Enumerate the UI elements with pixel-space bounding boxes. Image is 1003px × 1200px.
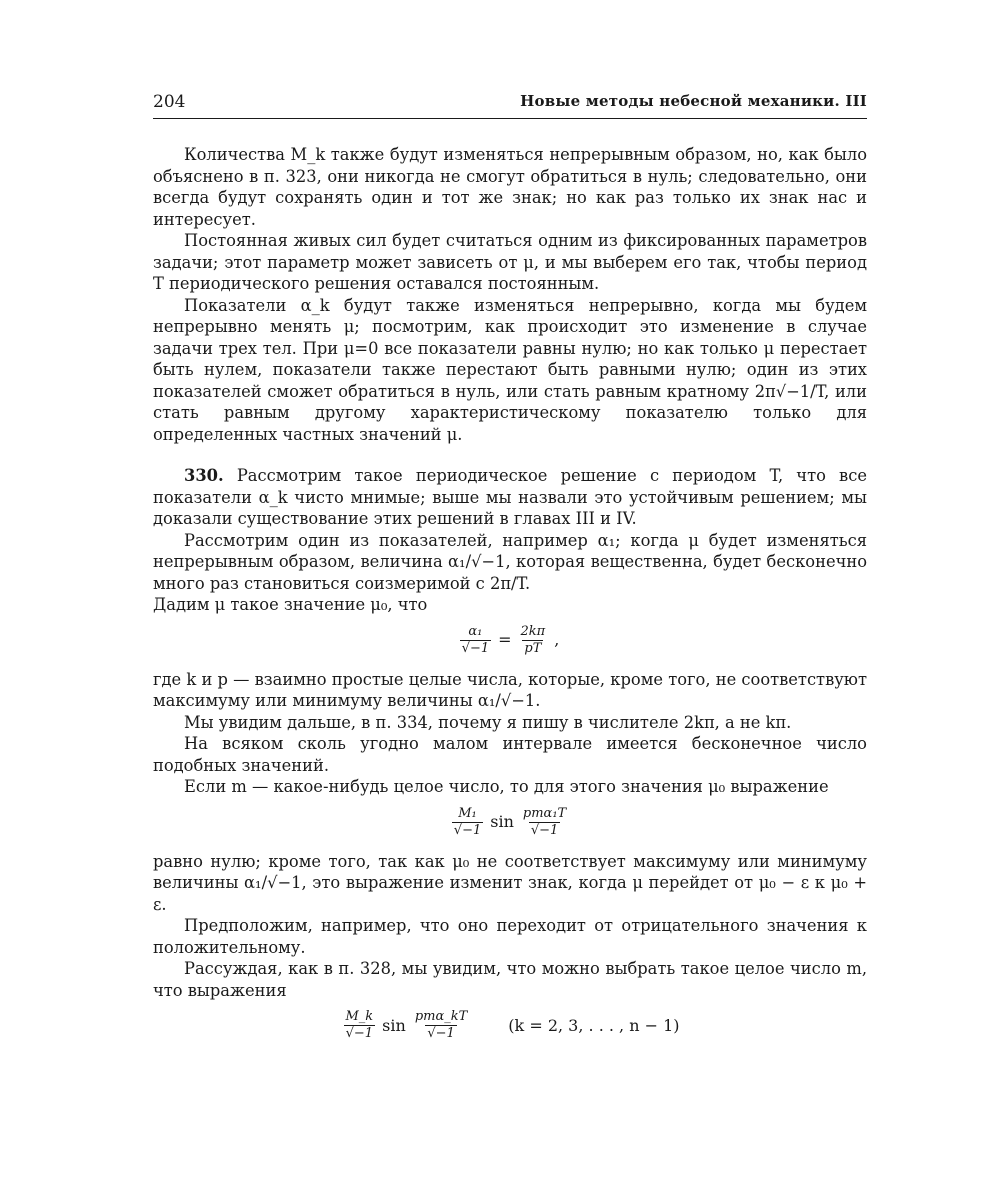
paragraph: Мы увидим дальше, в п. 334, почему я пишу в числителе 2kπ, а не kπ. (184, 712, 792, 732)
section-330-text: Рассмотрим такое периодическое решение с периодом T, что все показатели α_k чисто мнимые; выше мы назвали это устойчивым решением; мы доказали существование этих решений в главах III и IV. (153, 466, 867, 528)
page-number: 204 (153, 92, 186, 112)
denominator: √−1 (530, 822, 559, 838)
formula-2 (153, 806, 867, 839)
paragraph: Предположим, например, что оно переходит от отрицательного значения к положительному. (153, 916, 867, 957)
formula-3 (153, 1009, 867, 1042)
paragraph: Дадим μ такое значение μ₀, что (153, 595, 428, 614)
paragraph: Если m — какое-нибудь целое число, то для этого значения μ₀ выражение (184, 777, 829, 796)
paragraph: где k и p — взаимно простые целые числа, которые, кроме того, не соответствуют максимуму или минимуму величины α₁/√−1. (153, 669, 867, 710)
denominator: pT (524, 640, 542, 656)
equals-sign: = (498, 630, 512, 650)
paragraph: На всяком сколь угодно малом интервале имеется бесконечное число подобных значений. (153, 734, 867, 775)
running-title: Новые методы небесной механики. III (520, 92, 867, 110)
body-text (153, 144, 867, 1054)
fraction (452, 806, 483, 839)
denominator: √−1 (461, 640, 490, 656)
numerator: M_k (345, 1009, 374, 1024)
paragraph: равно нулю; кроме того, так как μ₀ не соответствует максимуму или минимуму величины α₁/√−1, это выражение изменит знак, когда μ перейдет от μ₀ − ε к μ₀ + ε. (153, 851, 867, 914)
fraction (413, 1009, 469, 1042)
numerator: α₁ (468, 623, 483, 639)
sine-function: sin (382, 1015, 406, 1035)
paragraph: Постоянная живых сил будет считаться одним из фиксированных параметров задачи; этот параметр может зависеть от μ, и мы выберем его так, чтобы период T периодического решения оставался постоянным. (153, 231, 867, 293)
denominator: √−1 (345, 1026, 374, 1041)
numerator: M₁ (458, 805, 477, 821)
comma: , (554, 630, 560, 650)
paragraph: Рассуждая, как в п. 328, мы увидим, что можно выбрать такое целое число m, что выражения (153, 959, 867, 1000)
index-range: (k = 2, 3, . . . , n − 1) (508, 1015, 680, 1035)
sine-function: sin (490, 812, 514, 832)
fraction (460, 624, 491, 657)
page-header (153, 92, 867, 119)
fraction (521, 806, 568, 839)
fraction (343, 1009, 375, 1042)
paragraph: Показатели α_k будут также изменяться непрерывно, когда мы будем непрерывно менять μ; посмотрим, как происходит это изменение в случае задачи трех тел. При μ=0 все показатели равны нулю; но как только μ перестает быть нулем, показатели также перестают быть равными нулю; один из этих показателей сможет обратиться в нуль, или стать равным кратному 2π√−1/T, или стать равным другому характеристическому показателю только для определенных частных значений μ. (153, 295, 867, 444)
paragraph: Рассмотрим один из показателей, например α₁; когда μ будет изменяться непрерывным образом, величина α₁/√−1, которая вещественна, будет бесконечно много раз становиться соизмеримой с 2π/T. (153, 530, 867, 593)
formula-1 (153, 624, 867, 657)
numerator: 2kπ (520, 623, 546, 639)
section-number: 330. (184, 466, 224, 485)
numerator: pmα₁T (522, 805, 567, 821)
section-330-paragraph (153, 465, 867, 530)
denominator: √−1 (427, 1026, 455, 1041)
fraction (519, 624, 548, 657)
denominator: √−1 (453, 822, 482, 838)
numerator: pmα_kT (414, 1009, 468, 1024)
paragraph: Количества M_k также будут изменяться непрерывным образом, но, как было объяснено в п. 323, они никогда не смогут обратиться в нуль; следовательно, они всегда будут сохранять один и тот же знак; но как раз только их знак нас и интересует. (153, 145, 867, 229)
